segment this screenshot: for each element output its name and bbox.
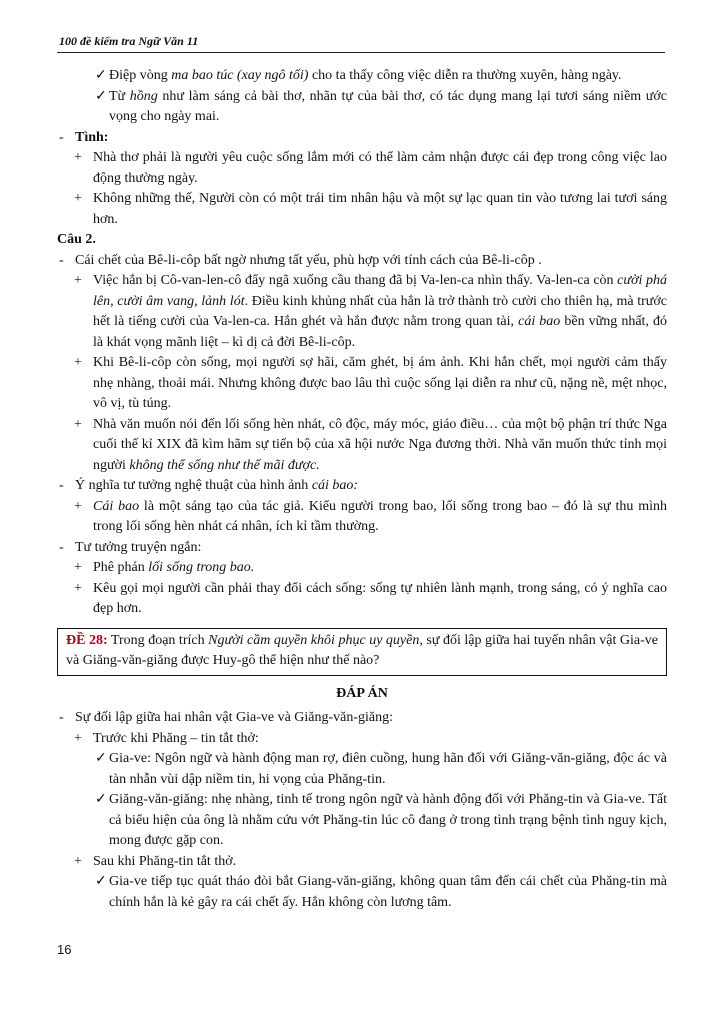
plus-list-item: [57, 271, 667, 353]
text-segment: Không những thế, Người còn có một trái tim nhân hậu và một sự lạc quan tin vào tương lai tươi sáng hơn.: [93, 191, 667, 227]
question-box: [57, 628, 667, 676]
text-segment: ma bao túc (xay ngô tối): [171, 68, 309, 83]
dash-list-item: [57, 128, 667, 149]
plus-list-item: [57, 852, 667, 873]
dash-bullet-icon: -: [59, 252, 64, 268]
page-content: [57, 66, 667, 913]
answer-section-2: [57, 708, 667, 913]
text-segment: Sự đối lập giữa hai nhân vật Gia-ve và Giăng-văn-giăng:: [75, 710, 394, 725]
text-segment: cái bao:: [311, 478, 359, 493]
checkmark-icon: ✓: [95, 751, 107, 766]
answer-title: ĐÁP ÁN: [336, 685, 388, 701]
question-text: [66, 633, 658, 669]
plus-bullet-icon: +: [74, 150, 82, 165]
text-segment: cười phá lên, cười âm vang, lảnh lót: [93, 273, 667, 309]
checkmark-icon: ✓: [95, 88, 107, 104]
text-segment: cho ta thấy công việc diễn ra thường xuyên, hàng ngày.: [308, 68, 622, 83]
dash-bullet-icon: -: [59, 129, 64, 145]
plus-bullet-icon: +: [74, 580, 82, 596]
text-segment: Việc hắn bị Cô-van-len-cô đẩy ngã xuống cầu thang đã bị Va-len-ca nhìn thấy. Va-len-ca còn: [93, 273, 618, 288]
text-segment: Sau khi Phăng-tin tắt thở.: [93, 853, 237, 869]
plus-bullet-icon: +: [74, 355, 82, 370]
text-segment: , sự đối lập giữa hai tuyến nhân vật Gia-ve và Giăng-văn-giăng được Huy-gô thể hiện như thế nào?: [66, 632, 658, 668]
check-list-item: [57, 749, 667, 790]
section-heading: [57, 230, 667, 251]
plus-bullet-icon: +: [74, 730, 82, 746]
text-segment: như làm sáng cả bài thơ, nhãn tự của bài thơ, có tác dụng mang lại tươi sáng niềm ước vọng cho ngày mai.: [109, 88, 668, 124]
text-segment: Nhà thơ phải là người yêu cuộc sống lắm mới có thể làm cảm nhận được cái đẹp trong công việc lao động thường ngày.: [93, 150, 667, 186]
plus-list-item: [57, 148, 667, 189]
text-segment: Cái chết của Bê-li-côp bất ngờ nhưng tất yếu, phù hợp với tính cách của Bê-li-côp .: [75, 252, 542, 268]
answer-section-1: [57, 66, 667, 620]
plus-list-item: [57, 497, 667, 538]
page-header: [57, 30, 665, 53]
header-title: 100 đề kiểm tra Ngữ Văn 11: [59, 34, 199, 48]
text-segment: Người cầm quyền khôi phục uy quyền: [208, 632, 420, 648]
checkmark-icon: ✓: [95, 68, 107, 83]
plus-bullet-icon: +: [74, 560, 82, 575]
dash-list-item: [57, 476, 667, 497]
text-segment: Nhà văn muốn nói đến lối sống hèn nhát, cô độc, máy móc, giáo điều… của một bộ phận trí thức Nga cuối thế kỉ XIX đã kìm hãm sự tiến bộ của xã hội nước Nga đương thời. Nhà văn muốn thức tỉnh mọi người: [93, 416, 667, 473]
dash-list-item: [57, 708, 667, 729]
plus-list-item: [57, 558, 667, 579]
text-segment: Gia-ve: Ngôn ngữ và hành động man rợ, điên cuồng, hung hãn đối với Giăng-văn-giăng, độc ác và tàn nhẫn vùi dập niềm tin, hi vọng của Phăng-tin.: [109, 751, 667, 787]
checkmark-icon: ✓: [95, 792, 107, 807]
text-segment: Kêu gọi mọi người cần phải thay đổi cách sống: sống tự nhiên lành mạnh, trong sáng, có ý nghĩa cao đẹp hơn.: [93, 580, 667, 616]
check-list-item: [57, 790, 667, 852]
text-segment: Từ: [109, 88, 130, 104]
checkmark-icon: ✓: [95, 874, 107, 889]
text-segment: Tình:: [75, 129, 109, 145]
text-segment: cái bao: [518, 314, 561, 329]
plus-list-item: [57, 729, 667, 750]
question-label: ĐỀ 28:: [66, 632, 108, 648]
check-list-item: [57, 87, 667, 128]
text-segment: Trong đoạn trích: [107, 632, 209, 648]
dash-bullet-icon: -: [59, 710, 64, 725]
plus-bullet-icon: +: [74, 273, 82, 288]
check-list-item: [57, 872, 667, 913]
text-segment: Giăng-văn-giăng: nhẹ nhàng, tinh tế trong ngôn ngữ và hành động đối với Phăng-tin và Gia-ve. Tất cả biểu hiện của ông là nhằm cứu vớt Phăng-tin lúc cô đang ở trong tình trạng bệnh tình nguy kịch, mong được gặp con.: [109, 792, 667, 848]
text-segment: Ý nghĩa tư tưởng nghệ thuật của hình ảnh: [75, 478, 312, 493]
text-segment: Cái bao: [93, 498, 140, 514]
plus-list-item: [57, 415, 667, 477]
text-segment: Phê phán: [93, 560, 149, 575]
plus-bullet-icon: +: [74, 498, 82, 514]
text-segment: Trước khi Phăng – tin tắt thở:: [93, 730, 259, 746]
text-segment: hồng: [129, 88, 158, 104]
dash-bullet-icon: -: [59, 539, 64, 555]
dash-list-item: [57, 538, 667, 559]
plus-list-item: [57, 579, 667, 620]
text-segment: . Điều kinh khủng nhất của hắn là trở thành trò cười cho thiên hạ, mà trước hết là tiếng cười của Va-len-ca. Hắn ghét và hắn được nằm trong quan tài,: [93, 293, 667, 329]
text-segment: Câu 2.: [57, 232, 96, 247]
dash-list-item: [57, 251, 667, 272]
check-list-item: [57, 66, 667, 87]
plus-bullet-icon: +: [74, 853, 82, 869]
plus-list-item: [57, 353, 667, 415]
text-segment: là một sáng tạo của tác giả. Kiểu người trong bao, lối sống trong bao – đó là sự thu mình trong lối sống hèn nhát cá nhân, ích kỉ tầm thường.: [93, 498, 667, 534]
page-number: 16: [57, 942, 72, 957]
text-segment: Gia-ve tiếp tục quát tháo đòi bắt Giang-văn-giăng, không quan tâm đến cái chết của Phăng-tin mà chính hắn là kẻ gây ra cái chết ấy. Hắn không còn lương tâm.: [109, 874, 667, 910]
text-segment: bền vững nhất, đó là khát vọng mãnh liệt – kì dị cả đời Bê-li-côp.: [93, 314, 668, 350]
text-segment: Tư tưởng truyện ngắn:: [75, 539, 202, 555]
plus-bullet-icon: +: [74, 191, 82, 206]
text-segment: lối sống trong bao.: [148, 560, 255, 575]
plus-bullet-icon: +: [74, 416, 82, 432]
plus-list-item: [57, 189, 667, 230]
text-segment: Khi Bê-li-côp còn sống, mọi người sợ hãi, căm ghét, bị ám ảnh. Khi hắn chết, mọi người cảm thấy nhẹ nhàng, thoải mái. Nhưng không được bao lâu thì cuộc sống lại diễn ra như cũ, nặng nề, mệt nhọc, vô vị, tù túng.: [93, 355, 667, 411]
dash-bullet-icon: -: [59, 478, 64, 493]
text-segment: không thể sống như thế mãi được.: [129, 457, 320, 473]
text-segment: Điệp vòng: [109, 68, 172, 83]
